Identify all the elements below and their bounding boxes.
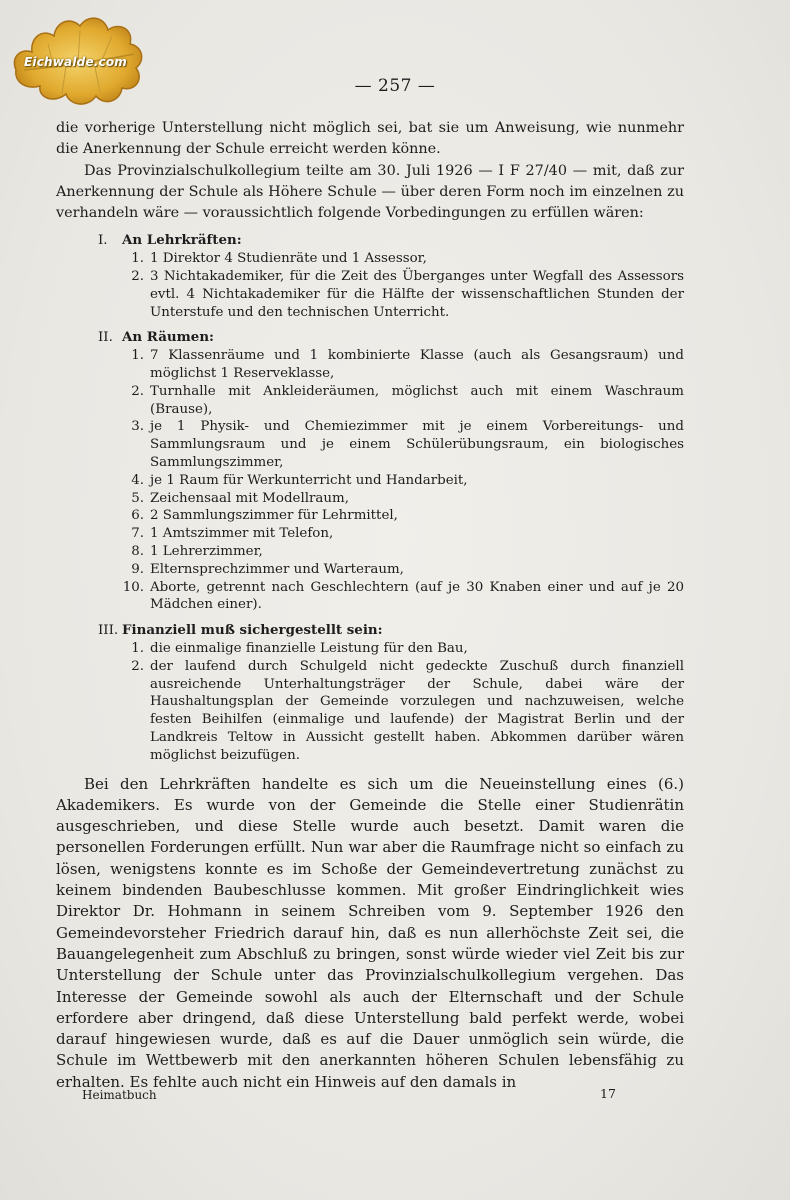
section-finanziell <box>56 622 684 764</box>
footer-title: Heimatbuch <box>82 1088 157 1102</box>
list-item <box>114 658 684 765</box>
list-item <box>114 490 684 508</box>
closing-paragraph: Bei den Lehrkräften handelte es sich um die Neueinstellung eines (6.) Akademikers. Es wurde von der Gemeinde die Stelle einer Studienrätin ausgeschrieben, und diese Stelle wurde auch besetzt. Damit waren die personellen Forderungen erfüllt. Nun war aber die Raumfrage nicht so einfach zu lösen, wenigstens konnte es im Schoße der Gemeindevertretung zunächst zu keinem bindenden Baubeschlusse kommen. Mit großer Eindringlichkeit wies Direktor Dr. Hohmann in seinem Schreiben vom 9. September 1926 den Gemeindevorsteher Friedrich darauf hin, daß es nun allerhöchste Zeit sei, die Bauangelegenheit zum Abschluß zu bringen, sonst würde wieder viel Zeit bis zur Unterstellung der Schule unter das Provinzialschulkollegium vergehen. Das Interesse der Gemeinde sowohl als auch der Elternschaft und der Schule erfordere aber dringend, daß diese Unterstellung bald perfekt werde, wobei darauf hingewiesen wurde, daß es auf die Dauer unmöglich sein würde, die Schule im Wettbewerb mit den anerkannten höheren Schulen lebensfähig zu erhalten. Es fehlte auch nicht ein Hinweis auf den damals in <box>56 774 684 1091</box>
item-number: 1. <box>131 348 144 364</box>
section-number: I. <box>98 233 108 249</box>
footer-signature-number: 17 <box>600 1086 616 1101</box>
section-title: Finanziell muß sichergestellt sein: <box>122 622 383 639</box>
section-heading <box>98 329 684 347</box>
logo-text: Eichwalde.com <box>24 55 128 69</box>
item-number: 9. <box>131 561 144 577</box>
item-text: 1 Direktor 4 Studienräte und 1 Assessor, <box>150 251 427 267</box>
section-number: III. <box>98 623 119 639</box>
list-item <box>114 640 684 658</box>
list-item <box>114 472 684 490</box>
item-text: 2 Sammlungszimmer für Lehrmittel, <box>150 508 398 524</box>
section-title: An Räumen: <box>122 329 215 346</box>
item-number: 5. <box>131 490 144 506</box>
item-text: Zeichensaal mit Modellraum, <box>150 490 349 506</box>
section-heading <box>98 622 684 640</box>
item-text: 3 Nichtakademiker, für die Zeit des Überganges unter Wegfall des Assessors evtl. 4 Nichtakademiker für die Hälfte der wissenschaftlichen Stunden der Unterstufe und den technischen Unterricht. <box>150 269 684 320</box>
item-number: 2. <box>131 383 144 399</box>
page-number: — 257 — <box>354 76 436 96</box>
item-number: 8. <box>131 544 144 560</box>
item-number: 2. <box>131 658 144 674</box>
section-number: II. <box>98 330 113 346</box>
item-text: der laufend durch Schulgeld nicht gedeckte Zuschuß durch finanziell ausreichende Unterhaltungsträger der Schule, dabei wäre der Haushaltungsplan der Gemeinde vorzulegen und nachzuweisen, welche festen Beihilfen (einmalige und laufende) der Magistrat Berlin und der Landkreis Teltow in Aussicht gestellt haben. Abkommen darüber wären möglichst beizufügen. <box>150 658 684 763</box>
list-item <box>114 525 684 543</box>
intro-paragraph-1: die vorherige Unterstellung nicht möglich sei, bat sie um Anweisung, wie nunmehr die Anerkennung der Schule erreicht werden könne. <box>56 120 684 158</box>
list-item <box>114 268 684 321</box>
document-body <box>56 118 684 1093</box>
item-number: 7. <box>131 526 144 542</box>
item-text: 7 Klassenräume und 1 kombinierte Klasse (auch als Gesangsraum) und möglichst 1 Reserveklasse, <box>150 348 684 382</box>
item-number: 1. <box>131 641 144 657</box>
item-number: 10. <box>122 579 144 595</box>
item-number: 6. <box>131 508 144 524</box>
section-title: An Lehrkräften: <box>122 232 242 249</box>
item-number: 4. <box>131 472 144 488</box>
section-raeume <box>56 329 684 614</box>
site-logo[interactable] <box>4 8 154 118</box>
intro-paragraph-2: Das Provinzialschulkollegium teilte am 30. Juli 1926 — I F 27/40 — mit, daß zur Anerkennung der Schule als Höhere Schule — über deren Form noch im einzelnen zu verhandeln wäre — voraussichtlich folgende Vorbedingungen zu erfüllen wären: <box>56 162 684 222</box>
list-item <box>114 579 684 615</box>
section-lehrkraefte <box>56 232 684 321</box>
list-item <box>114 383 684 419</box>
item-number: 1. <box>131 251 144 267</box>
item-text: Aborte, getrennt nach Geschlechtern (auf je 30 Knaben einer und auf je 20 Mädchen einer). <box>150 579 684 613</box>
item-text: Turnhalle mit Ankleideräumen, möglichst auch mit einem Waschraum (Brause), <box>150 383 684 417</box>
list-item <box>114 543 684 561</box>
list-item <box>114 507 684 525</box>
item-number: 3. <box>131 419 144 435</box>
item-text: 1 Amtszimmer mit Telefon, <box>150 526 334 542</box>
item-text: je 1 Raum für Werkunterricht und Handarbeit, <box>150 472 468 488</box>
item-text: 1 Lehrerzimmer, <box>150 544 263 560</box>
list-item <box>114 561 684 579</box>
item-text: die einmalige finanzielle Leistung für den Bau, <box>150 641 468 657</box>
section-heading <box>98 232 684 250</box>
list-item <box>114 418 684 471</box>
list-item <box>114 347 684 383</box>
item-text: Elternsprechzimmer und Warteraum, <box>150 561 404 577</box>
item-text: je 1 Physik- und Chemiezimmer mit je einem Vorbereitungs- und Sammlungsraum und je einem Schülerübungsraum, ein biologisches Sammlungszimmer, <box>150 419 684 471</box>
list-item <box>114 250 684 268</box>
item-number: 2. <box>131 269 144 285</box>
